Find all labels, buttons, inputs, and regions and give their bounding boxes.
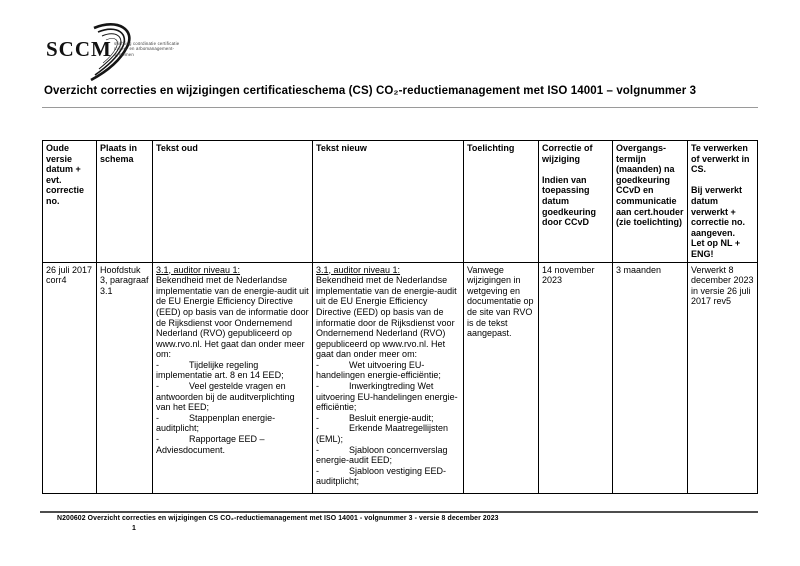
footer-document-reference: N200602 Overzicht correcties en wijzigingen CS CO₂-reductiemanagement met ISO 14001 - volgnummer 3 - versie 8 december 2023	[57, 515, 499, 522]
list-item	[156, 381, 309, 413]
header-sublabel: Indien van toepassing datum goedkeuring door CCvD	[542, 174, 597, 228]
bullet-marker: -	[316, 381, 319, 392]
list-item-text: Stappenplan energie-auditplicht;	[156, 412, 276, 434]
sccm-logo	[46, 20, 226, 82]
header-plaats-in-schema	[97, 141, 153, 263]
header-label: Oude versie datum + evt. correctie no.	[46, 143, 85, 206]
title-divider	[42, 107, 758, 108]
list-item-text: Erkende Maatregellijsten (EML);	[316, 423, 449, 445]
cell-correctie-datum: 14 november 2023	[539, 262, 613, 493]
list-item-text: Sjabloon concernverslag energie-audit EED;	[316, 444, 448, 466]
bullet-marker: -	[316, 465, 319, 476]
header-sublabel: Bij verwerkt datum verwerkt + correctie no. aangeven.	[691, 185, 746, 238]
list-item-text: Tijdelijke regeling implementatie art. 8 en 14 EED;	[156, 359, 284, 381]
list-item	[156, 413, 309, 434]
list-item-text: Inwerkingtreding Wet uitvoering EU-handelingen energie-efficiëntie;	[316, 381, 458, 413]
header-label: Tekst nieuw	[316, 143, 367, 153]
list-item	[316, 423, 460, 444]
sccm-logo-text: SCCM	[46, 37, 112, 61]
bullet-marker: -	[316, 359, 319, 370]
list-item-text: Sjabloon vestiging EED-auditplicht;	[316, 465, 447, 487]
bullet-marker: -	[156, 412, 159, 423]
bullet-marker: -	[316, 444, 319, 455]
table-header-row	[43, 141, 758, 263]
header-te-verwerken	[688, 141, 758, 263]
section-heading: 3.1, auditor niveau 1:	[316, 264, 401, 275]
bullet-marker: -	[156, 359, 159, 370]
cell-tekst-nieuw	[313, 262, 464, 493]
paragraph: Bekendheid met de Nederlandse implementatie van de energie-audit uit de EU Energie Efficiency Directive (EED) op basis van de informatie door de Rijksdienst voor Ondernemend Nederland (RVO) gepubliceerd op www.rvo.nl. Het gaat dan onder meer om:	[156, 275, 309, 360]
bullet-marker: -	[156, 434, 159, 445]
header-label: Tekst oud	[156, 143, 198, 153]
cell-overgangstermijn: 3 maanden	[613, 262, 688, 493]
corrections-table	[42, 140, 758, 494]
header-label: Toelichting	[467, 143, 515, 153]
list-item	[316, 360, 460, 381]
list-item-text: Veel gestelde vragen en antwoorden bij de auditverplichting van het EED;	[156, 381, 295, 413]
list-item	[316, 466, 460, 487]
cell-plaats-in-schema: Hoofdstuk 3, paragraaf 3.1	[97, 262, 153, 493]
section-heading: 3.1, auditor niveau 1:	[156, 264, 241, 275]
header-correctie-of-wijziging	[539, 141, 613, 263]
list-item	[156, 434, 309, 455]
cell-toelichting: Vanwege wijzigingen in wetgeving en documentatie op de site van RVO is de tekst aangepast.	[464, 262, 539, 493]
sccm-logo-tagline	[114, 41, 204, 57]
list-item-text: Rapportage EED – Adviesdocument.	[156, 434, 265, 455]
header-tekst-oud	[153, 141, 313, 263]
header-label: Correctie of wijziging	[542, 143, 593, 164]
bullet-marker: -	[156, 381, 159, 392]
header-tekst-nieuw	[313, 141, 464, 263]
list-item-text: Besluit energie-audit;	[349, 412, 434, 423]
cell-te-verwerken: Verwerkt 8 december 2023 in versie 26 juli 2017 rev5	[688, 262, 758, 493]
header-sublabel: Let op NL + ENG!	[691, 238, 741, 259]
header-oude-versie	[43, 141, 97, 263]
footer-divider	[40, 511, 758, 513]
tagline-line: stichting coördinatie certificatie	[114, 41, 180, 46]
list-item	[316, 381, 460, 413]
tagline-line: systemen	[114, 51, 134, 57]
bullet-marker: -	[316, 423, 319, 434]
list-item	[316, 413, 460, 424]
cell-tekst-oud	[153, 262, 313, 493]
list-item-text: Wet uitvoering EU-handelingen energie-efficiëntie;	[316, 359, 441, 381]
header-label: Plaats in schema	[100, 143, 138, 164]
list-item	[316, 445, 460, 466]
bullet-marker: -	[316, 412, 319, 423]
page-number: 1	[132, 525, 136, 532]
header-toelichting	[464, 141, 539, 263]
header-label: Te verwerken of verwerkt in CS.	[691, 143, 750, 175]
tagline-line: milieu- en arbomanagement-	[114, 46, 175, 52]
paragraph: Bekendheid met de Nederlandse implementatie van de energie-audit uit de EU Energie Efficiency Directive (EED) op basis van de informatie door de Rijksdienst voor Ondernemend Nederland (RVO) gepubliceerd op www.rvo.nl. Het gaat dan onder meer om:	[316, 275, 457, 360]
list-item	[156, 360, 309, 381]
table-row	[43, 262, 758, 493]
header-overgangstermijn	[613, 141, 688, 263]
cell-oude-versie: 26 juli 2017 corr4	[43, 262, 97, 493]
header-label: Overgangs-termijn (maanden) na goedkeuring CCvD en communicatie aan cert.houder (zie toelichting)	[616, 143, 684, 228]
page-title: Overzicht correcties en wijzigingen certificatieschema (CS) CO₂-reductiemanagement met ISO 14001 – volgnummer 3	[44, 85, 697, 97]
